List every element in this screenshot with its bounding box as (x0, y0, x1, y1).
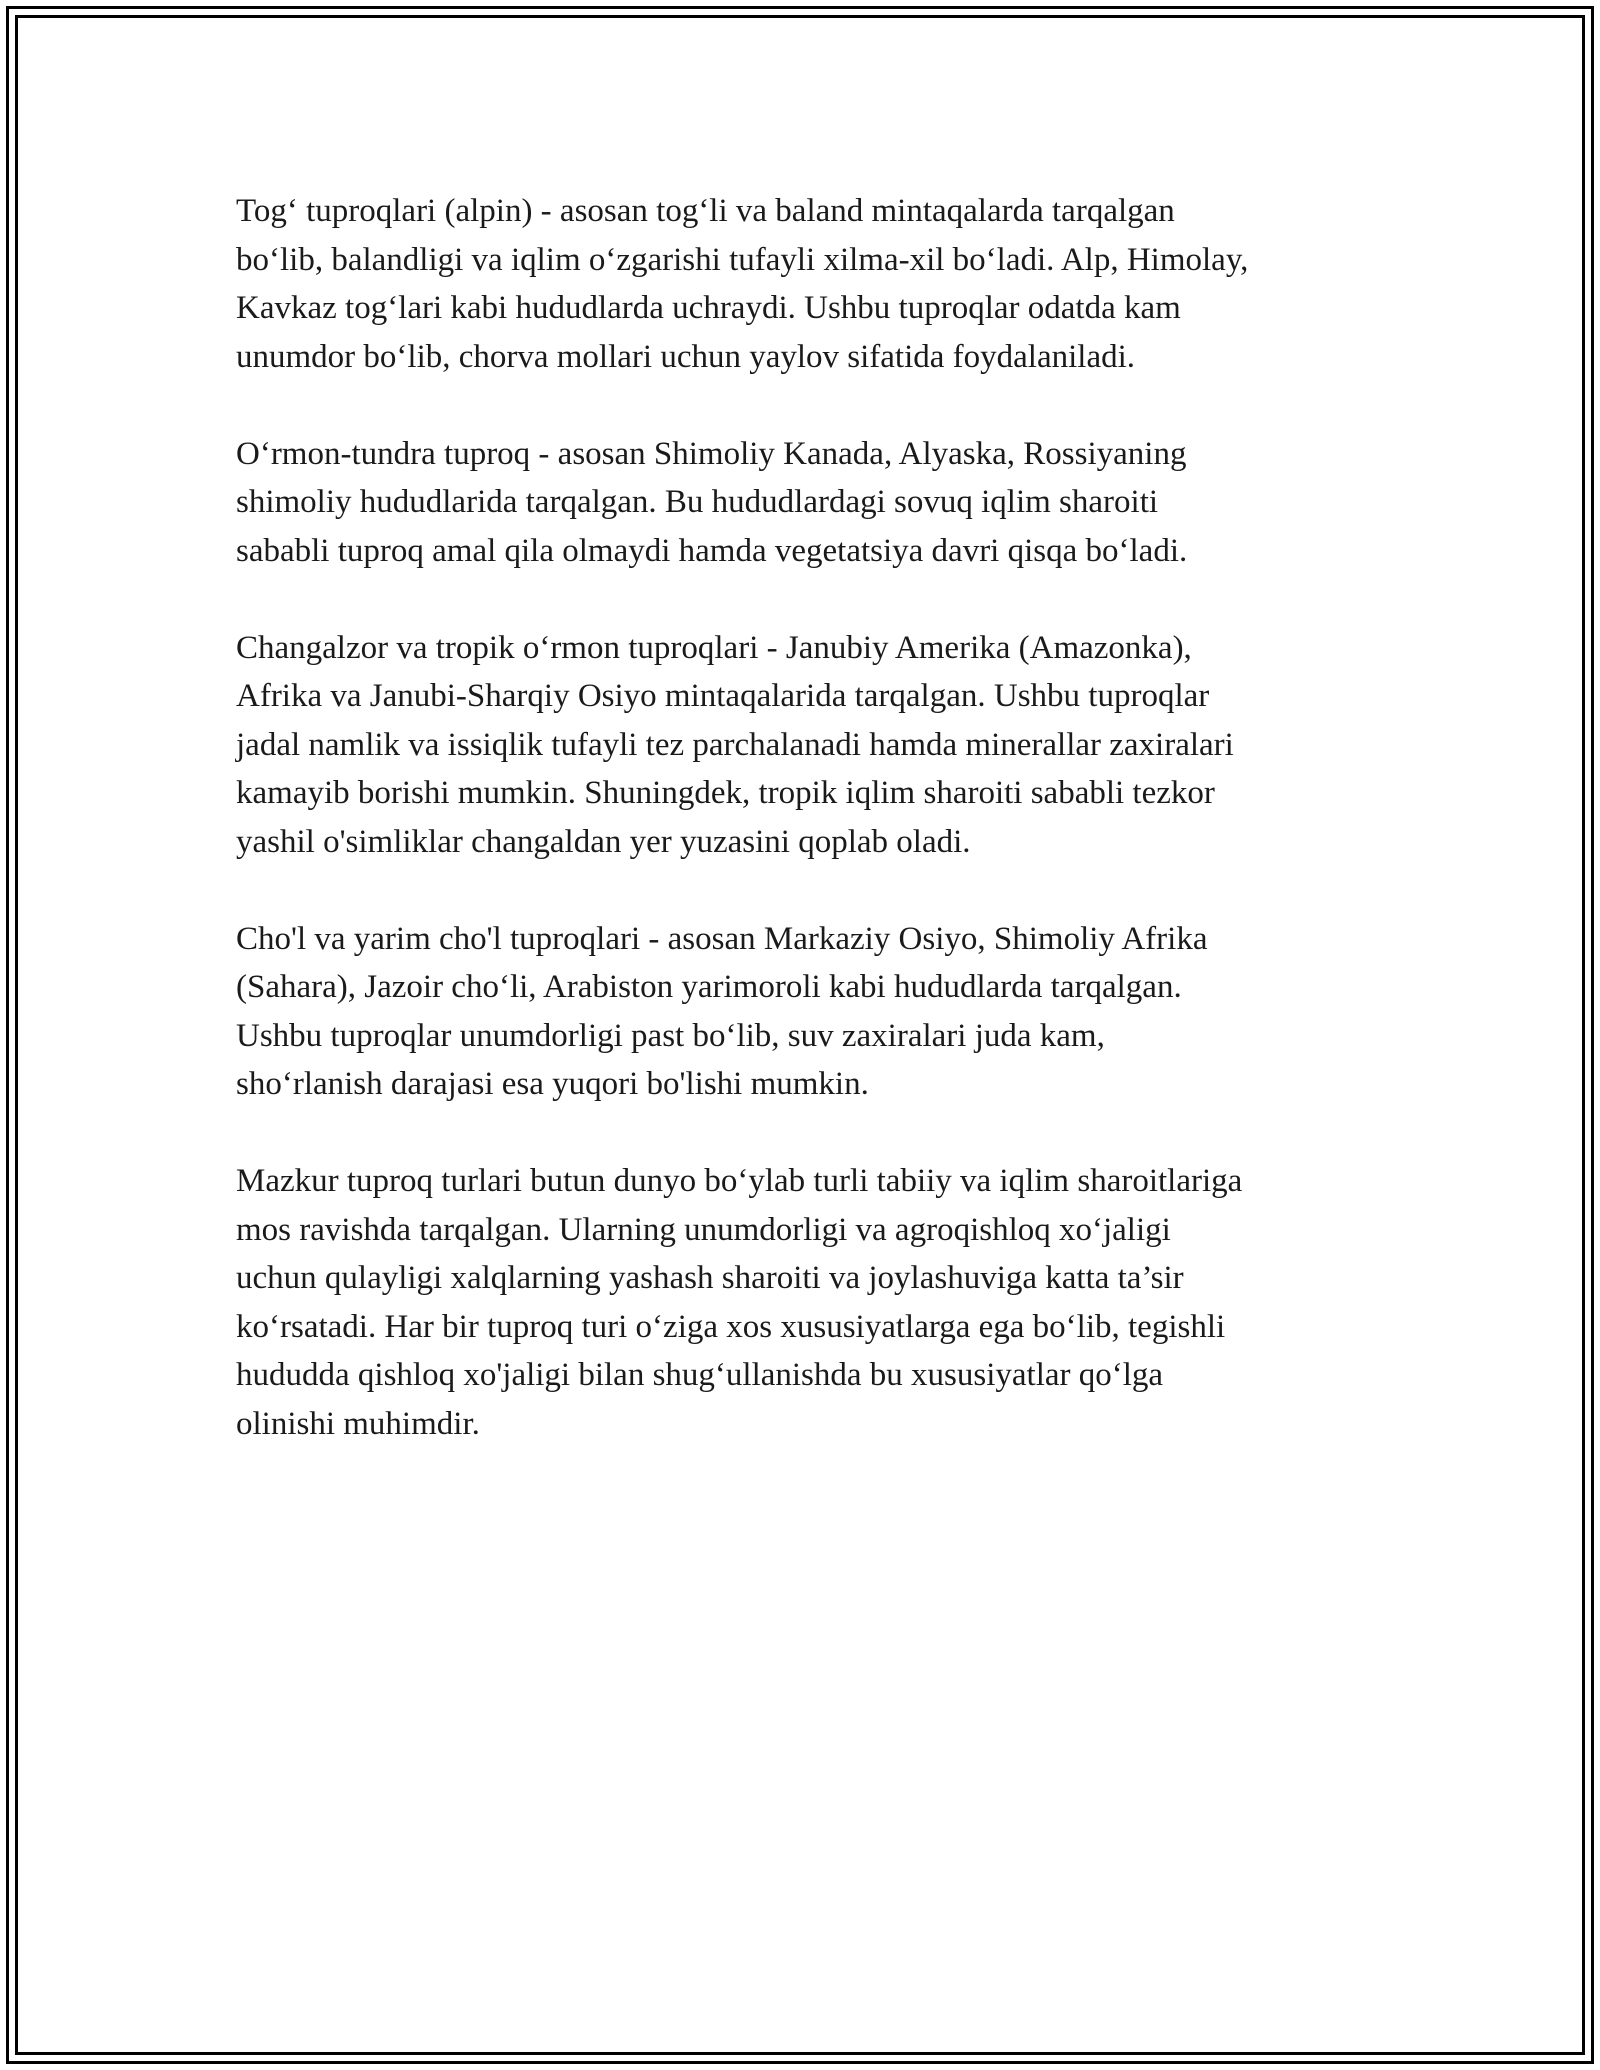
text-line: shimoliy hududlarida tarqalgan. Bu hududlardagi sovuq iqlim sharoiti (236, 484, 1159, 520)
text-line: olinishi muhimdir. (236, 1405, 480, 1442)
text-line: unumdor bo‘lib, chorva mollari uchun yaylov sifatida foydalaniladi. (236, 338, 1136, 375)
text-line: Afrika va Janubi-Sharqiy Osiyo mintaqalarida tarqalgan. Ushbu tuproqlar (236, 678, 1210, 714)
text-line: Tog‘ tuproqlari (alpin) - asosan tog‘li va baland mintaqalarda tarqalgan (236, 193, 1175, 229)
text-line: Kavkaz tog‘lari kabi hududlarda uchraydi. Ushbu tuproqlar odatda kam (236, 290, 1181, 326)
text-line: (Sahara), Jazoir cho‘li, Arabiston yarimoroli kabi hududlarda tarqalgan. (236, 969, 1182, 1005)
text-line: sababli tuproq amal qila olmaydi hamda vegetatsiya davri qisqa bo‘ladi. (236, 532, 1188, 569)
text-line: Changalzor va tropik o‘rmon tuproqlari - Janubiy Amerika (Amazonka), (236, 629, 1192, 666)
paragraph-forest-tundra-soil (236, 430, 1426, 576)
text-line: Cho'l va yarim cho'l tuproqlari - asosan Markaziy Osiyo, Shimoliy Afrika (236, 920, 1208, 957)
paragraph-tropical-forest-soils (236, 624, 1426, 867)
paragraph-mountain-soils (236, 187, 1426, 381)
text-line: ko‘rsatadi. Har bir tuproq turi o‘ziga xos xususiyatlarga ega bo‘lib, tegishli (236, 1308, 1226, 1345)
paragraph-desert-soils (236, 915, 1426, 1109)
text-line: Mazkur tuproq turlari butun dunyo bo‘ylab turli tabiiy va iqlim sharoitlariga (236, 1163, 1243, 1199)
paragraph-conclusion (236, 1157, 1426, 1448)
text-line: yashil o'simliklar changaldan yer yuzasini qoplab oladi. (236, 823, 971, 860)
text-line: bo‘lib, balandligi va iqlim o‘zgarishi tufayli xilma-xil bo‘ladi. Alp, Himolay, (236, 241, 1249, 278)
text-line: Ushbu tuproqlar unumdorligi past bo‘lib, suv zaxiralari juda kam, (236, 1017, 1105, 1054)
text-line: kamayib borishi mumkin. Shuningdek, tropik iqlim sharoiti sababli tezkor (236, 775, 1215, 811)
text-line: O‘rmon-tundra tuproq - asosan Shimoliy Kanada, Alyaska, Rossiyaning (236, 435, 1187, 472)
document-body (236, 187, 1426, 1448)
text-line: hududda qishloq xo'jaligi bilan shug‘ullanishda bu xususiyatlar qo‘lga (236, 1357, 1164, 1393)
text-line: jadal namlik va issiqlik tufayli tez parchalanadi hamda minerallar zaxiralari (236, 726, 1234, 763)
text-line: sho‘rlanish darajasi esa yuqori bo'lishi mumkin. (236, 1066, 869, 1102)
text-line: mos ravishda tarqalgan. Ularning unumdorligi va agroqishloq xo‘jaligi (236, 1211, 1171, 1248)
text-line: uchun qulayligi xalqlarning yashash sharoiti va joylashuviga katta ta’sir (236, 1260, 1184, 1296)
